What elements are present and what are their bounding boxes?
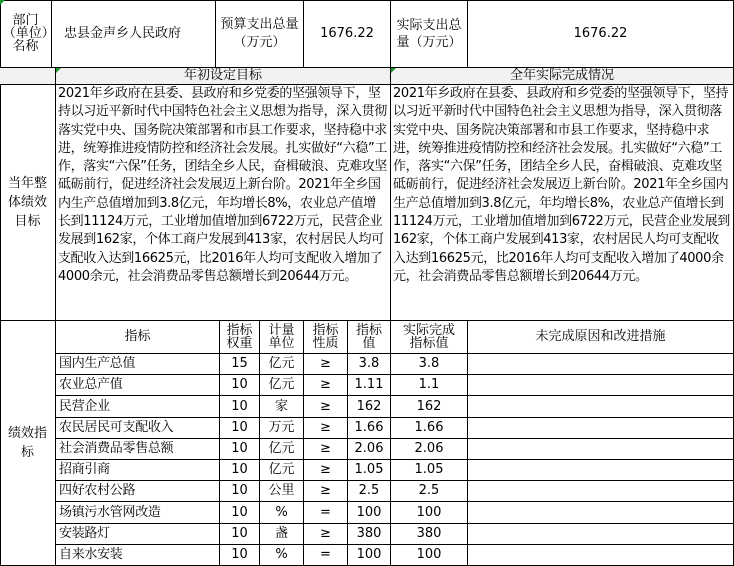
indicator-value: 2.5 (348, 481, 391, 502)
indicator-unit: 亿元 (260, 460, 304, 481)
indicator-actual: 162 (391, 396, 468, 418)
indicator-name: 安装路灯 (56, 524, 220, 545)
indicator-unit: 万元 (260, 418, 304, 439)
indicator-name: 社会消费品零售总额 (56, 439, 220, 460)
indicator-nature: = (304, 502, 348, 524)
indicator-reason (468, 375, 734, 396)
indicator-weight: 10 (220, 396, 260, 418)
indicator-value: 162 (348, 396, 391, 418)
actual-value: 1676.22 (468, 0, 734, 68)
indicator-actual: 3.8 (391, 354, 468, 375)
indicator-nature: ≥ (304, 375, 348, 396)
indicator-weight: 10 (220, 460, 260, 481)
indicator-weight: 10 (220, 375, 260, 396)
indicator-nature: ≥ (304, 481, 348, 502)
indicator-name: 农民居民可支配收入 (56, 418, 220, 439)
indicator-nature: ≥ (304, 396, 348, 418)
indicator-reason (468, 481, 734, 502)
indicator-name: 招商引商 (56, 460, 220, 481)
col-header-unit: 计量单位 (260, 321, 304, 354)
indicator-reason (468, 418, 734, 439)
dept-value: 忠县金声乡人民政府 (52, 0, 216, 68)
indicator-weight: 10 (220, 524, 260, 545)
indicator-nature: ≥ (304, 439, 348, 460)
indicator-value: 380 (348, 524, 391, 545)
indicator-unit: 亿元 (260, 439, 304, 460)
indicator-weight: 10 (220, 502, 260, 524)
col-header-nature: 指标性质 (304, 321, 348, 354)
col-header-weight: 指标权重 (220, 321, 260, 354)
indicator-value: 3.8 (348, 354, 391, 375)
indicator-reason (468, 354, 734, 375)
indicator-value: 1.11 (348, 375, 391, 396)
indicator-nature: ≥ (304, 354, 348, 375)
indicator-nature: = (304, 545, 348, 566)
col-header-reason: 未完成原因和改进措施 (468, 321, 734, 354)
indicator-actual: 380 (391, 524, 468, 545)
indicator-reason (468, 545, 734, 566)
indicator-reason (468, 502, 734, 524)
indicator-actual: 2.06 (391, 439, 468, 460)
budget-label: 预算支出总量（万元） (216, 0, 304, 68)
budget-value: 1676.22 (304, 0, 391, 68)
performance-indicators-label: 绩效指标 (0, 321, 56, 566)
dept-label: 部门（单位）名称 (0, 0, 52, 68)
indicator-name: 四好农村公路 (56, 481, 220, 502)
actual-label: 实际支出总量（万元） (391, 0, 468, 68)
indicator-weight: 15 (220, 354, 260, 375)
indicator-weight: 10 (220, 418, 260, 439)
indicator-name: 国内生产总值 (56, 354, 220, 375)
indicator-reason (468, 439, 734, 460)
indicator-actual: 1.05 (391, 460, 468, 481)
indicator-name: 民营企业 (56, 396, 220, 418)
indicator-unit: 亿元 (260, 354, 304, 375)
indicator-value: 100 (348, 545, 391, 566)
indicator-weight: 10 (220, 481, 260, 502)
indicator-unit: 盏 (260, 524, 304, 545)
indicator-value: 100 (348, 502, 391, 524)
indicator-nature: ≥ (304, 418, 348, 439)
indicator-reason (468, 396, 734, 418)
indicator-actual: 100 (391, 502, 468, 524)
indicator-unit: 亿元 (260, 375, 304, 396)
goals-top-left-blank (0, 68, 56, 85)
indicator-actual: 1.1 (391, 375, 468, 396)
indicator-unit: 家 (260, 396, 304, 418)
indicator-weight: 10 (220, 545, 260, 566)
indicator-unit: 公里 (260, 481, 304, 502)
indicator-value: 1.05 (348, 460, 391, 481)
indicator-actual: 2.5 (391, 481, 468, 502)
indicator-value: 2.06 (348, 439, 391, 460)
indicator-actual: 1.66 (391, 418, 468, 439)
indicator-name: 自来水安装 (56, 545, 220, 566)
indicator-name: 场镇污水管网改造 (56, 502, 220, 524)
annual-goal-section-label: 当年整体绩效目标 (0, 85, 56, 321)
indicator-nature: ≥ (304, 524, 348, 545)
col-header-indicator: 指标 (56, 321, 220, 354)
indicator-unit: % (260, 545, 304, 566)
col-header-actual: 实际完成指标值 (391, 321, 468, 354)
final-result-label: 全年实际完成情况 (391, 68, 734, 85)
col-header-value: 指标值 (348, 321, 391, 354)
final-result-text: 2021年乡政府在县委、县政府和乡党委的坚强领导下，坚持以习近平新时代中国特色社会主义思想为指导，深入贯彻落实党中央、国务院决策部署和市县工作要求，坚持稳中求进，统筹推进疫情防控和经济社会发展。扎实做好“六稳”工作，落实“六保”任务，团结全乡人民，奋楫破浪、克难攻坚砥砺前行，促进经济社会发展迈上新台阶。2021年全乡国内生产总值增加到3.8亿元，年均增长8%，农业总产值增长到11124万元，工业增加值增加到6722万元，民营企业发展到162家，个体工商户发展到413家，农村居民人均可支配收入达到16625元，比2016年人均可支配收入增加了4000余元，社会消费品零售总额增长到20644万元。 (391, 85, 734, 321)
indicator-weight: 10 (220, 439, 260, 460)
indicator-nature: ≥ (304, 460, 348, 481)
initial-goal-text: 2021年乡政府在县委、县政府和乡党委的坚强领导下，坚持以习近平新时代中国特色社会主义思想为指导，深入贯彻落实党中央、国务院决策部署和市县工作要求，坚持稳中求进，统筹推进疫情防控和经济社会发展。扎实做好“六稳”工作，落实“六保”任务，团结全乡人民，奋楫破浪、克难攻坚砥砺前行，促进经济社会发展迈上新台阶。2021年全乡国内生产总值增加到3.8亿元，年均增长8%，农业总产值增长到11124万元，工业增加值增加到6722万元，民营企业发展到162家，个体工商户发展到413家，农村居民人均可支配收入达到16625元，比2016年人均可支配收入增加了4000余元，社会消费品零售总额增长到20644万元。 (56, 85, 391, 321)
initial-goal-label: 年初设定目标 (56, 68, 391, 85)
indicator-actual: 100 (391, 545, 468, 566)
indicator-name: 农业总产值 (56, 375, 220, 396)
indicator-reason (468, 524, 734, 545)
indicator-unit: % (260, 502, 304, 524)
indicator-reason (468, 460, 734, 481)
indicator-value: 1.66 (348, 418, 391, 439)
